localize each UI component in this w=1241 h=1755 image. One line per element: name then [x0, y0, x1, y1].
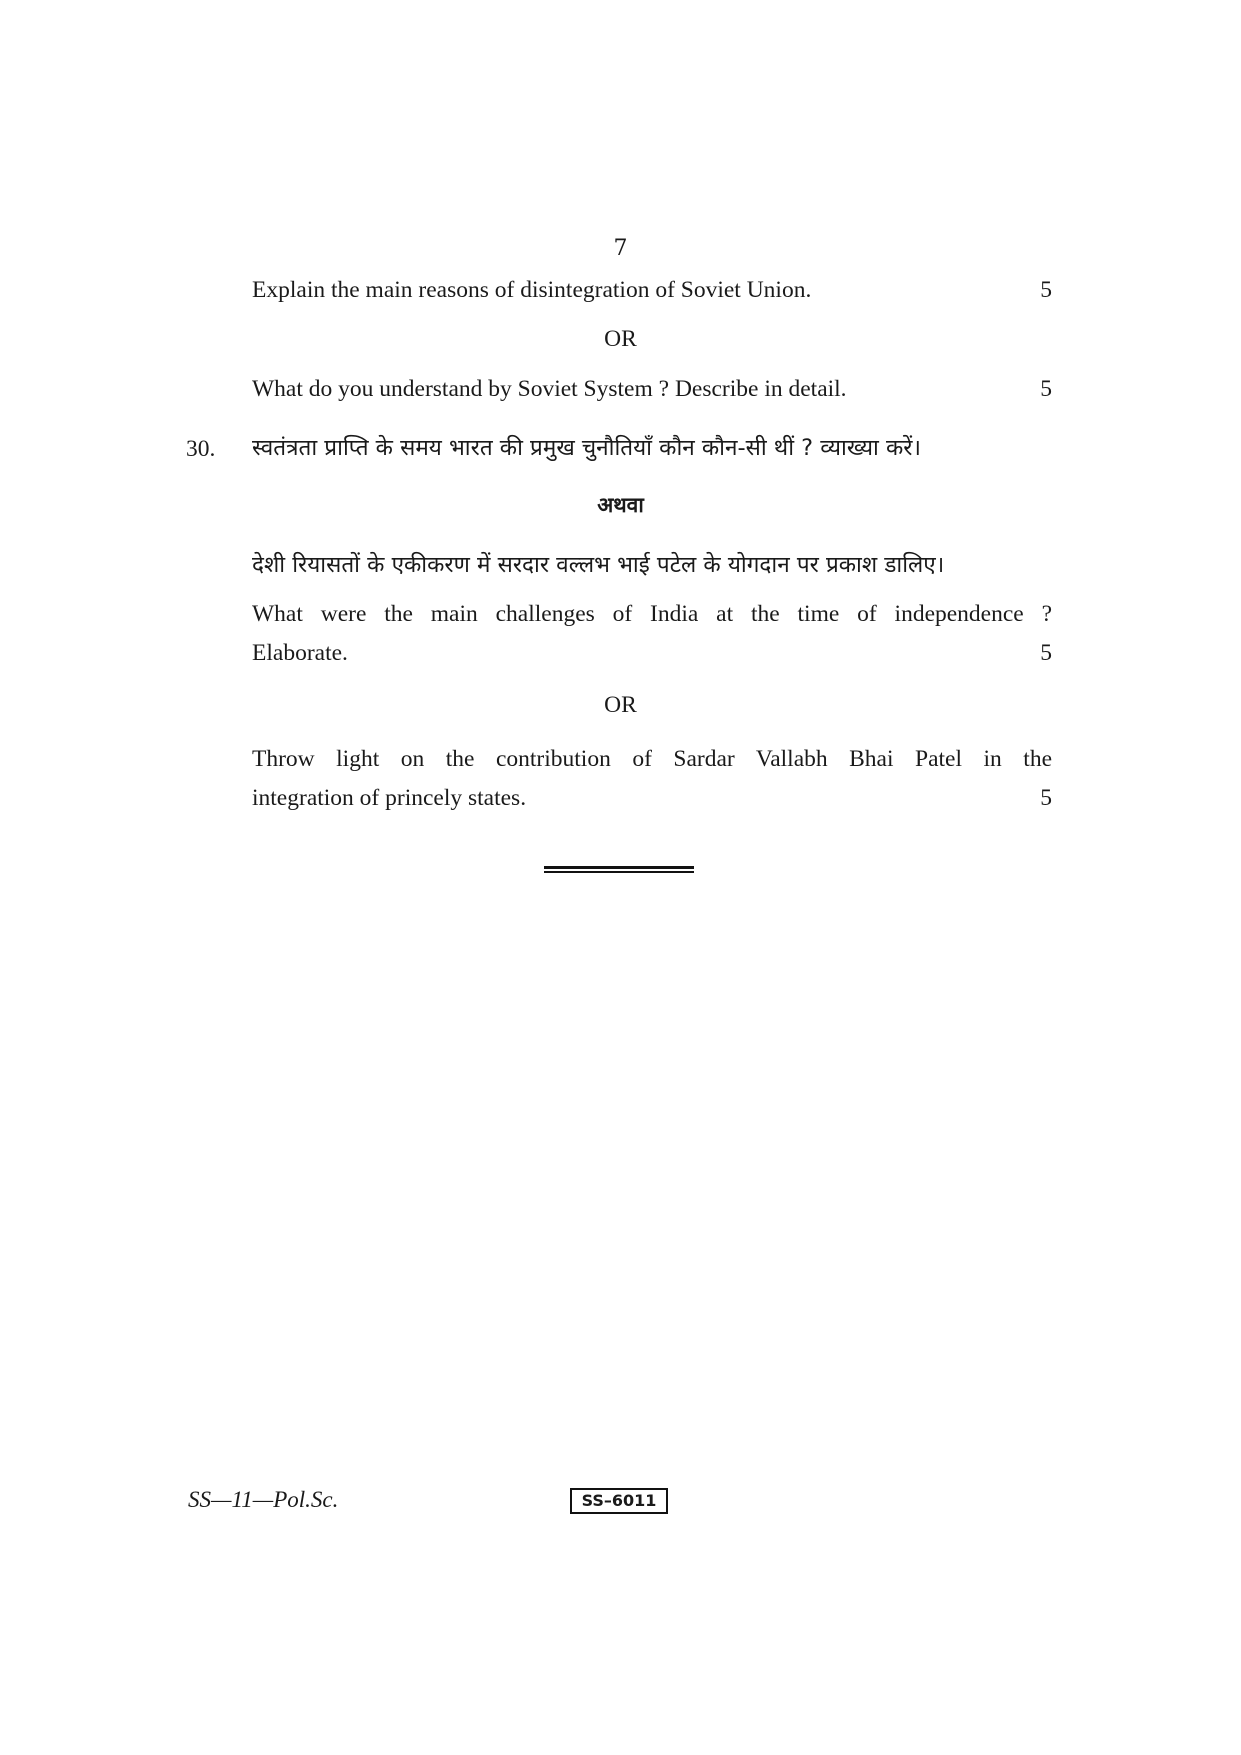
q30-english-option-a-line2: Elaborate. [252, 640, 348, 666]
q30-hindi-option-a: स्वतंत्रता प्राप्ति के समय भारत की प्रमुख चुनौतियाँ कौन कौन-सी थीं ? व्याख्या करें। [252, 435, 922, 461]
q29-option-a: Explain the main reasons of disintegration of Soviet Union. [252, 277, 812, 303]
q30-hindi-option-b: देशी रियासतों के एकीकरण में सरदार वल्लभ भाई पटेल के योगदान पर प्रकाश डालिए। [252, 552, 945, 578]
end-of-paper-rule [544, 866, 694, 873]
q30-english-option-a-marks: 5 [1040, 640, 1052, 666]
q30-or-label: OR [604, 692, 637, 718]
q30-english-option-b-line2: integration of princely states. [252, 785, 527, 811]
q30-hindi-or-label: अथवा [597, 493, 644, 517]
q29-option-a-marks: 5 [1040, 277, 1052, 303]
q30-english-option-b-marks: 5 [1040, 785, 1052, 811]
q29-option-b-marks: 5 [1040, 376, 1052, 402]
q29-or-label: OR [604, 326, 637, 352]
footer-subject-code: SS—11—Pol.Sc. [188, 1487, 339, 1512]
q29-option-b: What do you understand by Soviet System ? Describe in detail. [252, 376, 847, 402]
q30-english-option-b-line1: Throw light on the contribution of Sardar Vallabh Bhai Patel in the [252, 746, 1052, 772]
q30-number: 30. [186, 436, 216, 462]
q30-english-option-a-line1: What were the main challenges of India at the time of independence ? [252, 601, 1052, 627]
footer-paper-code: SS–6011 [570, 1488, 668, 1514]
page-number: 7 [613, 236, 628, 261]
